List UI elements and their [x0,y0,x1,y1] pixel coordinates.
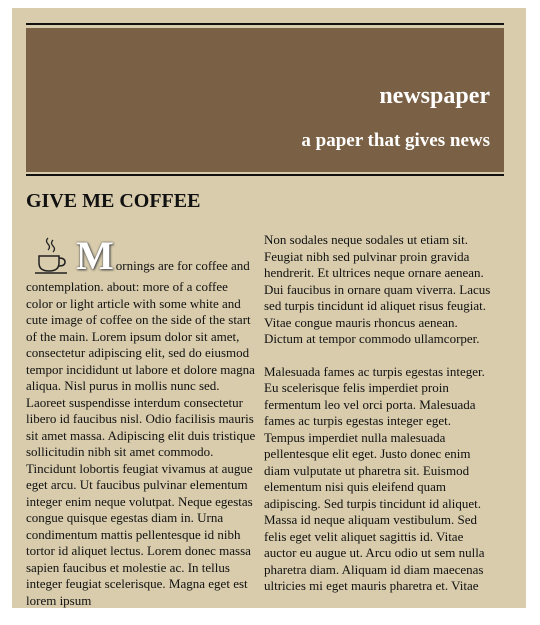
article-column-left [26,232,256,625]
masthead-subtitle: a paper that gives news [301,130,490,151]
article-paragraph: contemplation. about: more of a coffee color or light article with some white and cute image of coffee on the side of the start of the main. Lorem ipsum dolor sit amet, consectetur adipiscing elit, sed do eiusmod tempor incididunt ut labore et dolore magna aliqua. Nisl purus in mollis nunc sed. Laoreet suspendisse interdum consectetur libero id faucibus nisl. Odio facilisis mauris sit amet massa. Adipiscing elit duis tristique sollicitudin nibh sit amet commodo. Tincidunt lobortis feugiat vivamus at augue eget arcu. Ut faucibus pulvinar elementum integer enim neque volutpat. Neque egestas congue quisque egestas diam in. Urna condimentum mattis pellentesque id nibh tortor id aliquet lectus. Lorem donec massa sapien faucibus et molestie ac. In tellus integer feugiat scelerisque. Magna eget est lorem ipsum [26,279,256,608]
masthead [26,28,504,172]
masthead-title: newspaper [379,83,490,109]
coffee-cup-icon [34,236,68,276]
article-paragraph: Non sodales neque sodales ut etiam sit. Feugiat nibh sed pulvinar proin gravida hendrerit. Et ultrices neque ornare aenean. Dui faucibus in ornare quam viverra. Lacus sed turpis tincidunt id aliquet risus feugiat. Vitae congue mauris rhoncus aenean. Dictum at tempor commodo ullamcorper. [264,232,491,346]
article-column-right [264,232,494,611]
article-lead [26,232,256,276]
article-headline: GIVE ME COFFEE [26,190,201,212]
bottom-rule [26,174,504,176]
top-rule [26,23,504,25]
drop-cap: M [76,233,114,278]
lead-text: ornings are for coffee and [115,257,250,273]
article-paragraph: Malesuada fames ac turpis egestas integer. Eu scelerisque felis imperdiet proin fermentum leo vel orci porta. Malesuada fames ac turpis egestas integer eget. Tempus imperdiet nulla malesuada pellentesque elit eget. Justo donec enim diam vulputate ut pharetra sit. Euismod elementum nisi quis eleifend quam adipiscing. Sed turpis tincidunt id aliquet. Massa id neque aliquam vestibulum. Sed felis eget velit aliquet sagittis id. Vitae auctor eu augue ut. Arcu odio ut sem nulla pharetra diam. Aliquam id diam maecenas ultricies mi eget mauris pharetra et. Vitae [264,363,485,593]
